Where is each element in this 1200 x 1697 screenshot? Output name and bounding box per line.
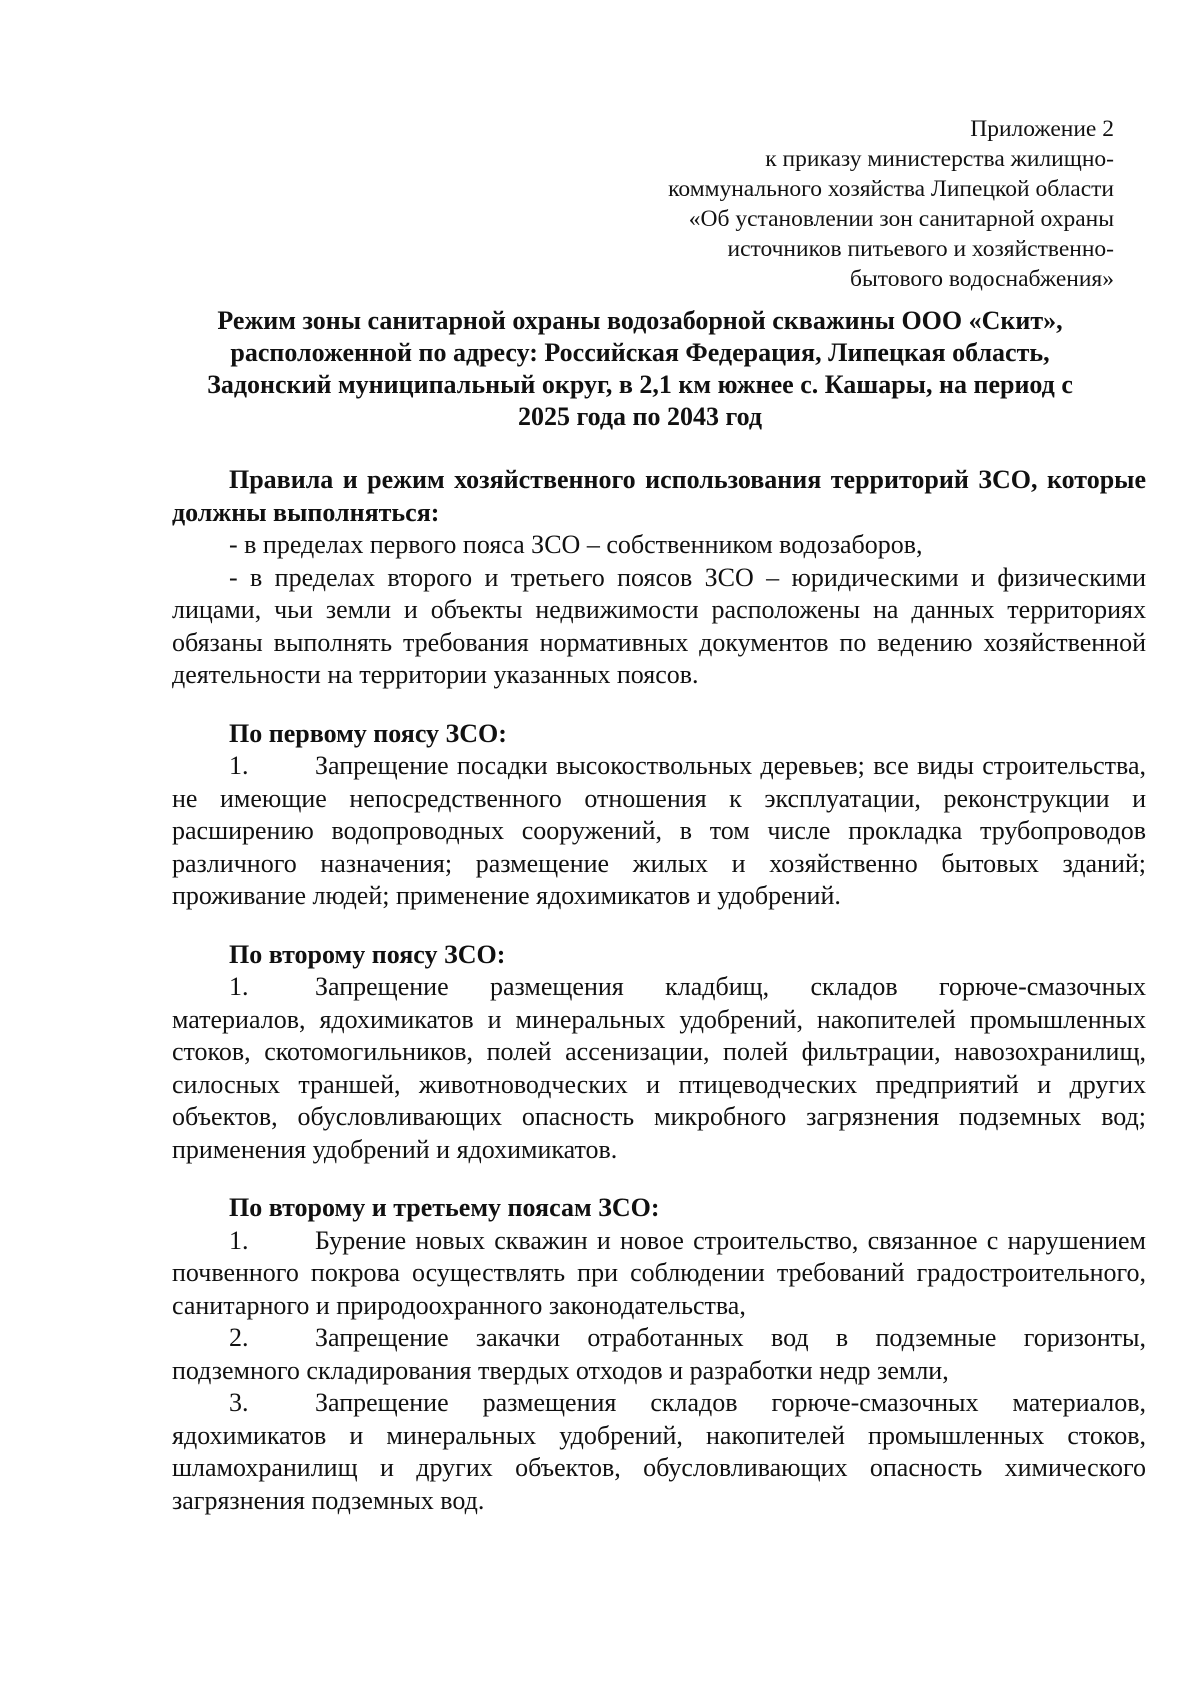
item-number: 1. (229, 751, 249, 780)
item-number: 2. (229, 1323, 249, 1352)
belt23-item (172, 1322, 1146, 1387)
title-line: расположенной по адресу: Российская Федерация, Липецкая область, (230, 338, 1050, 367)
appendix-line: бытового водоснабжения» (850, 266, 1114, 292)
item-text: Запрещение закачки отработанных вод в подземные горизонты, подземного складирования твердых отходов и разработки недр земли, (172, 1323, 1146, 1385)
appendix-header (554, 114, 1114, 294)
appendix-line: источников питьевого и хозяйственно- (727, 236, 1114, 262)
title-line: 2025 года по 2043 год (517, 402, 763, 431)
item-number: 1. (229, 972, 249, 1001)
item-number: 1. (229, 1225, 249, 1255)
belt1-heading: По первому поясу ЗСО: (229, 718, 507, 748)
belt23-item (172, 1387, 1146, 1517)
belt2-item (172, 971, 1146, 1166)
document-body (172, 464, 1146, 1517)
rules-heading: Правила и режим хозяйственного использования территорий ЗСО, которые должны выполняться: (172, 465, 1146, 527)
belt23-item (172, 1225, 1146, 1323)
item-text: Бурение новых скважин и новое строительство, связанное с нарушением почвенного покрова осуществлять при соблюдении требований градостроительного, санитарного и природоохранного законодательства, (172, 1225, 1146, 1320)
item-text: Запрещение посадки высокоствольных деревьев; все виды строительства, не имеющие непосредственного отношения к эксплуатации, реконструкции и расширению водопроводных сооружений, в том числе прокладка трубопроводов различного назначения; размещение жилых и хозяйственно бытовых зданий; проживание людей; применение ядохимикатов и удобрений. (172, 751, 1146, 910)
item-text: Запрещение размещения складов горюче-смазочных материалов, ядохимикатов и минеральных удобрений, накопителей промышленных стоков, шламохранилищ и других объектов, обусловливающих опасность химического загрязнения подземных вод. (172, 1388, 1146, 1515)
document-title (160, 305, 1120, 433)
item-number: 3. (229, 1388, 249, 1417)
title-line: Задонский муниципальный округ, в 2,1 км южнее с. Кашары, на период с (207, 370, 1073, 399)
appendix-line: «Об установлении зон санитарной охраны (688, 206, 1114, 232)
belt2-heading: По второму поясу ЗСО: (229, 939, 506, 969)
appendix-line: Приложение 2 (970, 116, 1114, 142)
belt1-item (172, 750, 1146, 913)
appendix-line: коммунального хозяйства Липецкой области (668, 176, 1114, 202)
belt23-heading: По второму и третьему поясам ЗСО: (229, 1193, 660, 1222)
title-line: Режим зоны санитарной охраны водозаборной скважины ООО «Скит», (217, 306, 1063, 335)
appendix-line: к приказу министерства жилищно- (765, 146, 1114, 172)
rules-item-second-third-belt: - в пределах второго и третьего поясов ЗСО – юридическими и физическими лицами, чьи земли и объекты недвижимости расположены на данных территориях обязаны выполнять требования нормативных документов по ведению хозяйственной деятельности на территории указанных поясов. (172, 562, 1146, 689)
item-text: Запрещение размещения кладбищ, складов горюче-смазочных материалов, ядохимикатов и минеральных удобрений, накопителей промышленных стоков, скотомогильников, полей ассенизации, полей фильтрации, навозохранилищ, силосных траншей, животноводческих и птицеводческих предприятий и других объектов, обусловливающих опасность микробного загрязнения подземных вод; применения удобрений и ядохимикатов. (172, 972, 1146, 1164)
rules-item-first-belt: - в пределах первого пояса ЗСО – собственником водозаборов, (229, 530, 923, 559)
